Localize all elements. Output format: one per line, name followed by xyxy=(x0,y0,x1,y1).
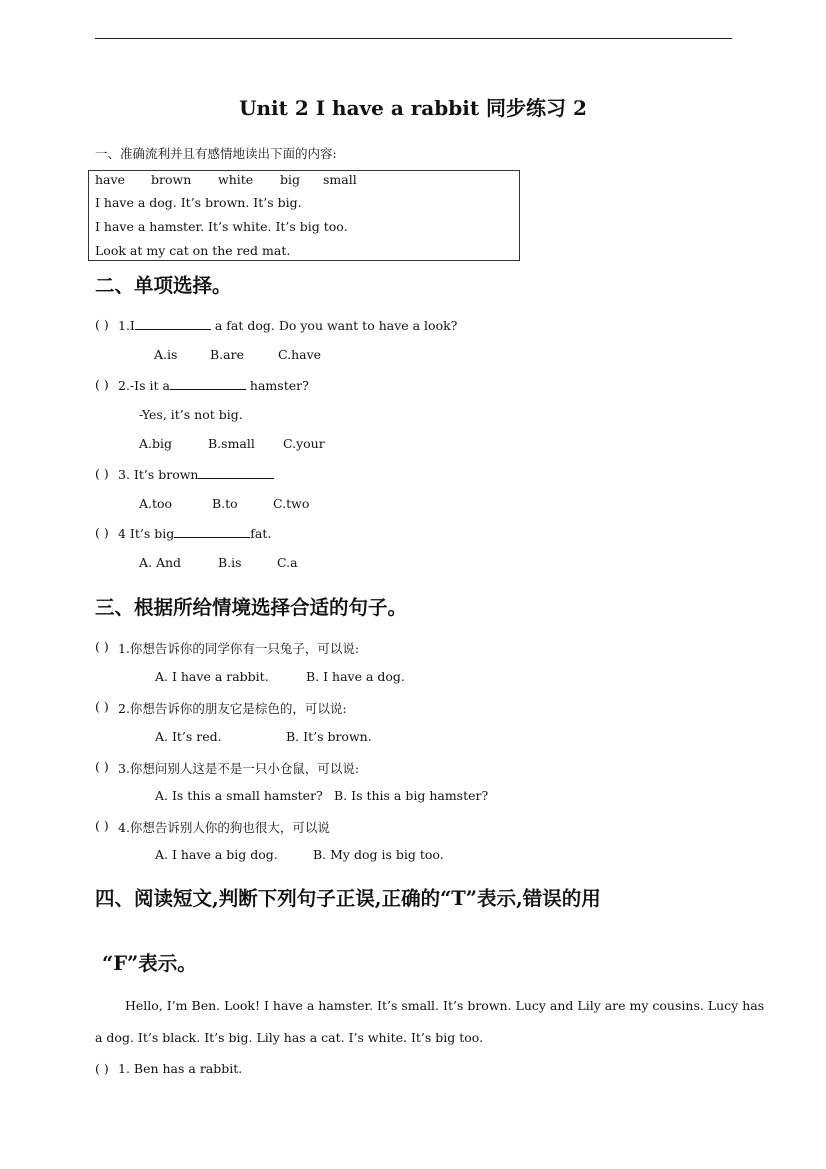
passage-line-2: a dog. It’s black. It’s big. Lily has a cat. I’s white. It’s big too. xyxy=(95,1030,484,1045)
question-text: hamster? xyxy=(249,378,309,393)
question-2-3 xyxy=(118,466,274,482)
word-small: small xyxy=(323,172,357,187)
answer-bracket: ( ) xyxy=(95,1061,109,1076)
question-text: 3. It’s brown xyxy=(118,467,199,482)
fill-blank xyxy=(170,377,246,390)
page-title: Unit 2 I have a rabbit 同步练习 2 xyxy=(239,96,587,120)
question-3-2: 2.你想告诉你的朋友它是棕色的，可以说: xyxy=(118,701,347,716)
option-b: B. Is this a big hamster? xyxy=(334,788,489,803)
fill-blank xyxy=(198,466,274,479)
question-text: 1.I xyxy=(118,318,135,333)
section1-heading: 一、准确流利并且有感情地读出下面的内容: xyxy=(95,146,337,161)
option-a: A. I have a rabbit. xyxy=(155,669,269,684)
question-3-1: 1.你想告诉你的同学你有一只兔子，可以说: xyxy=(118,641,360,656)
option-c: C.a xyxy=(277,555,298,570)
option-b: B.small xyxy=(208,436,255,451)
option-b: B.to xyxy=(212,496,238,511)
question-2-1 xyxy=(118,317,457,333)
option-a: A.is xyxy=(154,347,178,362)
answer-bracket: ( ) xyxy=(95,818,109,833)
passage-line-1: Hello, I’m Ben. Look! I have a hamster. It’s small. It’s brown. Lucy and Lily are my cousins. Lucy has xyxy=(125,998,765,1013)
question-text: fat. xyxy=(250,526,272,541)
option-a: A. And xyxy=(139,555,182,570)
option-a: A.big xyxy=(139,436,173,451)
header-rule xyxy=(95,38,732,39)
question-reply: -Yes, it’s not big. xyxy=(139,407,243,422)
reading-line-2: I have a hamster. It’s white. It’s big too. xyxy=(95,219,348,234)
word-big: big xyxy=(280,172,301,187)
option-b: B.is xyxy=(218,555,242,570)
reading-line-3: Look at my cat on the red mat. xyxy=(95,243,291,258)
question-text: 2.-Is it a xyxy=(118,378,170,393)
option-a: A. Is this a small hamster? xyxy=(155,788,323,803)
answer-bracket: ( ) xyxy=(95,639,109,654)
fill-blank xyxy=(174,525,250,538)
section3-heading: 三、根据所给情境选择合适的句子。 xyxy=(95,596,408,619)
option-b: B. My dog is big too. xyxy=(313,847,444,862)
section4-heading-cont: “F”表示。 xyxy=(102,952,197,975)
option-a: A. I have a big dog. xyxy=(155,847,278,862)
answer-bracket: ( ) xyxy=(95,317,109,332)
answer-bracket: ( ) xyxy=(95,525,109,540)
question-text: 4 It’s big xyxy=(118,526,175,541)
option-b: B. It’s brown. xyxy=(286,729,372,744)
reading-line-1: I have a dog. It’s brown. It’s big. xyxy=(95,195,302,210)
question-4-1: 1. Ben has a rabbit. xyxy=(118,1061,243,1076)
section2-heading: 二、单项选择。 xyxy=(95,274,232,297)
question-text: a fat dog. Do you want to have a look? xyxy=(214,318,458,333)
answer-bracket: ( ) xyxy=(95,699,109,714)
word-brown: brown xyxy=(151,172,192,187)
option-a: A.too xyxy=(139,496,173,511)
answer-bracket: ( ) xyxy=(95,466,109,481)
question-2-4 xyxy=(118,525,271,541)
option-b: B.are xyxy=(210,347,244,362)
section4-heading: 四、阅读短文,判断下列句子正误,正确的“T”表示,错误的用 xyxy=(95,887,601,910)
question-2-2 xyxy=(118,377,309,393)
answer-bracket: ( ) xyxy=(95,377,109,392)
option-c: C.have xyxy=(278,347,322,362)
option-a: A. It’s red. xyxy=(155,729,222,744)
option-c: C.your xyxy=(283,436,325,451)
option-b: B. I have a dog. xyxy=(306,669,405,684)
word-have: have xyxy=(95,172,125,187)
option-c: C.two xyxy=(273,496,310,511)
word-white: white xyxy=(218,172,254,187)
answer-bracket: ( ) xyxy=(95,759,109,774)
fill-blank xyxy=(135,317,211,330)
question-3-4: 4.你想告诉别人你的狗也很大，可以说 xyxy=(118,820,330,835)
question-3-3: 3.你想问别人这是不是一只小仓鼠，可以说: xyxy=(118,761,360,776)
